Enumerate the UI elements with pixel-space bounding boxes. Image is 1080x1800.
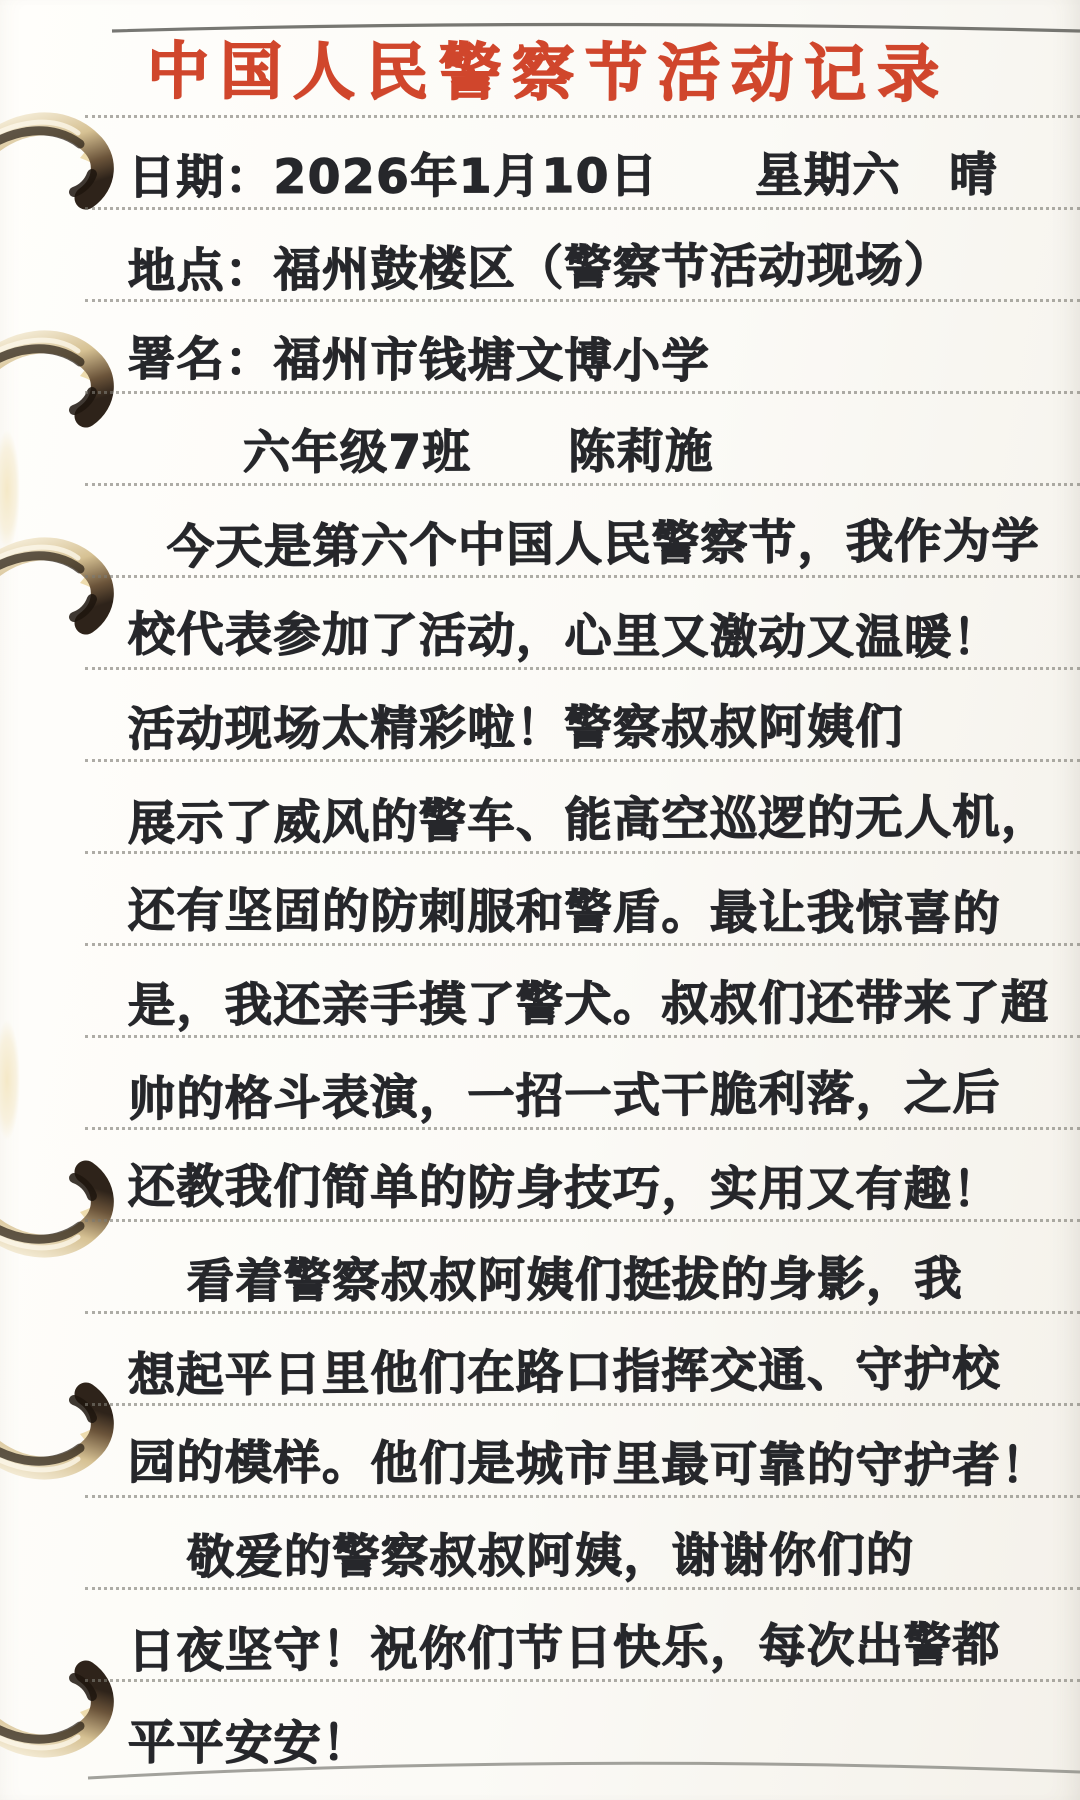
- body-line: 还教我们简单的防身技巧，实用又有趣！: [85, 1130, 1080, 1222]
- body-line: 平平安安！: [127, 1715, 371, 1772]
- body-line: 看着警察叔叔阿姨们挺拔的身影，我: [85, 1222, 1080, 1314]
- body-line: 想起平日里他们在路口指挥交通、守护校: [85, 1314, 1080, 1406]
- line-class-name: 六年级7班 陈莉施: [85, 394, 1080, 486]
- body-line: 敬爱的警察叔叔阿姨，谢谢你们的: [85, 1498, 1080, 1590]
- body-line: 展示了威风的警车、能高空巡逻的无人机，: [85, 762, 1080, 854]
- line-date: 日期：2026年1月10日 星期六 晴: [85, 118, 1080, 210]
- body-line: 是，我还亲手摸了警犬。叔叔们还带来了超: [85, 946, 1080, 1038]
- body-line: 今天是第六个中国人民警察节，我作为学: [85, 486, 1080, 578]
- body-line: 活动现场太精彩啦！警察叔叔阿姨们: [85, 670, 1080, 762]
- page-title: [85, 28, 1080, 118]
- body-line: 帅的格斗表演，一招一式干脆利落，之后: [85, 1038, 1080, 1130]
- body-line: 日夜坚守！祝你们节日快乐，每次出警都: [85, 1590, 1080, 1682]
- body-line: 还有坚固的防刺服和警盾。最让我惊喜的: [85, 854, 1080, 946]
- title-text: 中国人民警察节活动记录: [146, 34, 951, 111]
- line-place: 地点：福州鼓楼区（警察节活动现场）: [85, 210, 1080, 302]
- handwritten-entry: [0, 28, 1080, 1774]
- line-signature: 署名：福州市钱塘文博小学: [85, 302, 1080, 394]
- body-line: 园的模样。他们是城市里最可靠的守护者！: [85, 1406, 1080, 1498]
- body-line: 校代表参加了活动，心里又激动又温暖！: [85, 578, 1080, 670]
